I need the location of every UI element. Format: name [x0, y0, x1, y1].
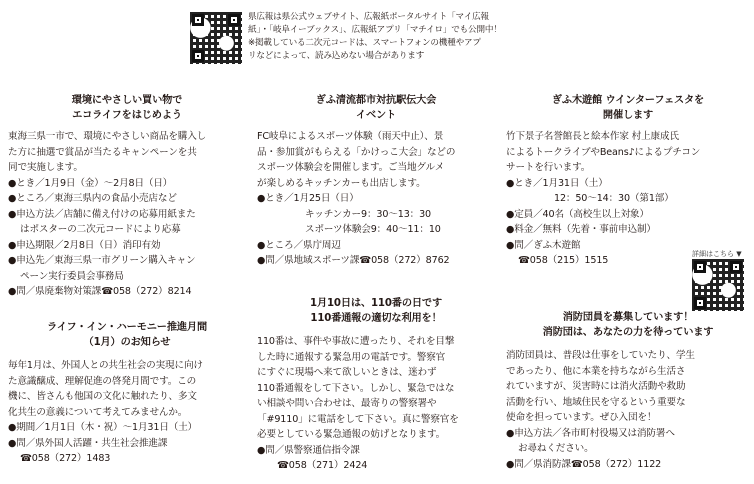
body-line: ●とき／1月9日（金）～2月8日（日） — [8, 177, 173, 189]
body-line: ●問／県外国人活躍・共生社会推進課 — [8, 437, 168, 449]
body-line: ペーン実行委員会事務局 — [20, 270, 124, 282]
article-title — [506, 310, 750, 340]
body-line: 「#9110」に電話をして下さい。真に警察官を — [257, 413, 459, 425]
body-line: はポスターの二次元コードにより応募 — [20, 224, 181, 235]
body-line: 110番は、事件や事故に遭ったり、それを目撃 — [257, 336, 455, 347]
arrow-down-icon: ▼ — [736, 250, 742, 258]
qr-label-text: 詳細はこちら — [692, 250, 734, 258]
body-line: が楽しめるキッチンカーも出店します。 — [257, 177, 426, 189]
article-title — [257, 93, 495, 123]
title-line: 消防団は、あなたの力を待っています — [542, 327, 714, 338]
body-line: ●問／県廃棄物対策課☎058（272）8214 — [8, 286, 192, 297]
title-line: 消防団員を募集しています！ — [562, 312, 694, 323]
article-wood-museum-festa — [506, 93, 750, 269]
body-line: 12：50～14：30（第1部） — [554, 193, 674, 204]
body-line: ●とき／1月25日（日） — [257, 193, 359, 204]
body-line: お尋ねください。 — [518, 443, 594, 454]
article-body — [506, 348, 750, 472]
article-body — [257, 334, 495, 474]
body-line: た意識醸成、理解促進の啓発月間です。この — [8, 375, 197, 387]
body-line: ●申込方法／店舗に備え付けの応募用紙また — [8, 208, 196, 220]
header-line: 紙」・「岐阜イーブックス」、広報紙アプリ「マチイロ」でも公開中！ — [248, 25, 502, 35]
body-line: 化共生の意義について考えてみませんか。 — [8, 406, 188, 418]
body-line: スポーツ体験会を開催します。ご当地グルメ — [257, 162, 445, 173]
title-line: 環境にやさしい買い物で — [71, 95, 183, 106]
article-qr-code[interactable] — [692, 259, 744, 311]
body-line: スポーツ体験会9：40～11：10 — [305, 224, 441, 235]
article-body — [506, 129, 750, 269]
article-body — [8, 358, 246, 467]
qr-details-label — [692, 249, 742, 259]
article-title — [8, 93, 246, 123]
body-line: 品・参加賞がもらえる「かけっこ大会」などの — [257, 146, 456, 158]
article-fire-brigade — [506, 310, 750, 472]
body-line: ●問／県消防課☎058（272）1122 — [506, 458, 662, 470]
body-line: ●とき／1月31日（土） — [506, 177, 608, 189]
body-line: ●問／ぎふ木遊館 — [506, 239, 581, 251]
header-notice — [188, 8, 518, 74]
body-line: 竹下景子名誉館長と絵本作家 村上康成氏 — [506, 131, 679, 142]
body-line: 110番通報をして下さい。しかし、緊急ではな — [257, 382, 455, 394]
article-body — [8, 129, 246, 300]
body-line: ☎058（271）2424 — [277, 460, 368, 471]
title-line: 1月10日は、110番の日です — [310, 298, 442, 309]
article-title — [257, 296, 495, 326]
body-line: ●料金／無料（先着・事前申込制） — [506, 224, 656, 235]
body-line: FC岐阜によるスポーツ体験（雨天中止）、景 — [257, 131, 444, 142]
body-line: 消防団員は、普段は仕事をしていたり、学生 — [506, 350, 695, 361]
body-line: キッチンカー9：30～13：30 — [305, 208, 431, 220]
body-line: 東海三県一市で、環境にやさしい商品を購入し — [8, 131, 207, 142]
body-line: ●申込期限／2月8日（日）消印有効 — [8, 239, 161, 251]
body-line: ☎058（215）1515 — [518, 255, 609, 266]
title-line: 110番通報の適切な利用を！ — [310, 313, 442, 324]
title-line: ぎふ清流都市対抗駅伝大会 — [315, 95, 437, 106]
title-line: ぎふ木遊館 ウインターフェスタを — [551, 95, 705, 106]
body-line: 活動を行い、地域住民を守るという重要な — [506, 396, 686, 408]
header-line: リなどによって、読み込めない場合があります — [248, 51, 425, 61]
article-110-day — [257, 296, 495, 474]
header-line: 県広報は県公式ウェブサイト、広報紙ポータルサイト「マイ広報 — [248, 12, 489, 22]
article-body — [257, 129, 495, 269]
header-text — [248, 11, 528, 63]
body-line: であったり、他に本業を持ちながら生活さ — [506, 365, 686, 377]
body-line: い相談や問い合わせは、最寄りの警察署や — [257, 398, 437, 409]
body-line: サートを行います。 — [506, 162, 591, 173]
body-line: 使命を担っています。ぜひ入団を！ — [506, 412, 657, 423]
body-line: ●ところ／東海三県内の食品小売店など — [8, 193, 177, 204]
article-eco-shopping — [8, 93, 246, 300]
body-line: ●定員／40名（高校生以上対象） — [506, 208, 649, 220]
body-line: ●申込方法／各市町村役場又は消防署へ — [506, 427, 675, 439]
body-line: 同で実施します。 — [8, 162, 83, 173]
title-line: 開催します — [602, 110, 654, 121]
body-line: た方に抽選で賞品が当たるキャンペーンを共 — [8, 146, 197, 158]
body-line: ●問／県地域スポーツ課☎058（272）8762 — [257, 255, 450, 266]
article-title — [506, 93, 750, 123]
body-line: 機に、皆さんも他国の文化に触れたり、多文 — [8, 391, 197, 402]
body-line: ●申込先／東海三県一市グリーン購入キャン — [8, 255, 196, 266]
header-qr-code[interactable] — [190, 12, 242, 64]
body-line: ●期間／1月1日（木・祝）～1月31日（土） — [8, 422, 198, 433]
body-line: 毎年1月は、外国人との共生社会の実現に向け — [8, 360, 203, 371]
article-title — [8, 320, 246, 350]
body-line: れていますが、災害時には消火活動や救助 — [506, 381, 686, 392]
article-life-in-harmony — [8, 320, 246, 467]
body-line: した時に通報する緊急用の電話です。警察官 — [257, 351, 446, 363]
header-line: ※掲載している二次元コードは、スマートフォンの機種やアプ — [248, 38, 481, 48]
body-line: にすぐに現場へ来て欲しいときは、迷わず — [257, 367, 437, 378]
body-line: ●問／県警察通信指令課 — [257, 444, 360, 456]
title-line: エコライフをはじめよう — [72, 110, 182, 121]
article-ekiden-event — [257, 93, 495, 269]
title-line: （1月）のお知らせ — [83, 337, 171, 348]
title-line: イベント — [355, 110, 397, 121]
title-line: ライフ・イン・ハーモニー推進月間 — [47, 322, 207, 333]
body-line: ●ところ／県庁周辺 — [257, 239, 341, 251]
body-line: によるトークライブやBeans♪によるプチコン — [506, 146, 701, 158]
body-line: ☎058（272）1483 — [20, 453, 111, 464]
body-line: 必要としている緊急通報の妨げとなります。 — [257, 429, 446, 440]
